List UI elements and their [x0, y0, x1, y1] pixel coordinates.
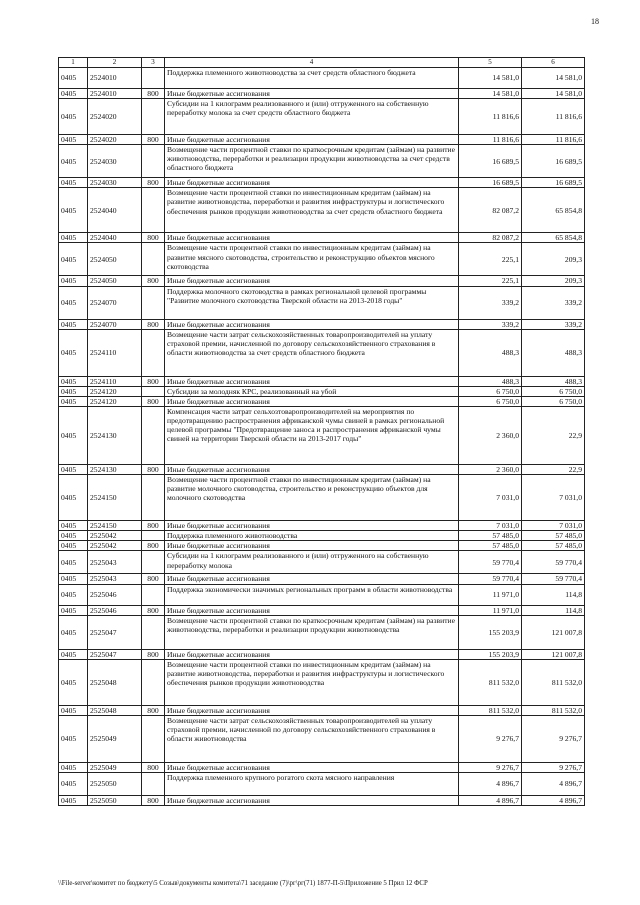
amount-actual-cell: 59 770,4: [522, 551, 585, 574]
expense-type-cell: 800: [142, 541, 165, 551]
amount-plan-cell: 59 770,4: [459, 551, 522, 574]
section-code-cell: 0405: [59, 89, 88, 99]
description-cell: Возмещение части процентной ставки по краткосрочным кредитам (займам) на развитие животноводства, переработки и реализации продукции животноводства: [165, 615, 459, 649]
expense-type-cell: [142, 188, 165, 233]
amount-actual-cell: 6 750,0: [522, 386, 585, 396]
amount-plan-cell: 57 485,0: [459, 531, 522, 541]
table-row: [59, 135, 585, 145]
expense-type-cell: 800: [142, 521, 165, 531]
target-article-cell: 2524040: [88, 233, 142, 243]
description-cell: Иные бюджетные ассигнования: [165, 319, 459, 329]
table-row: [59, 276, 585, 286]
section-code-cell: 0405: [59, 145, 88, 178]
amount-actual-cell: 488,3: [522, 329, 585, 376]
description-cell: Иные бюджетные ассигнования: [165, 605, 459, 615]
expense-type-cell: 800: [142, 319, 165, 329]
amount-actual-cell: 209,3: [522, 243, 585, 276]
expense-type-cell: [142, 584, 165, 605]
amount-actual-cell: 11 816,6: [522, 135, 585, 145]
section-code-cell: 0405: [59, 541, 88, 551]
amount-plan-cell: 155 203,9: [459, 615, 522, 649]
table-row: [59, 795, 585, 805]
section-code-cell: 0405: [59, 233, 88, 243]
description-cell: Иные бюджетные ассигнования: [165, 649, 459, 659]
table-row: [59, 551, 585, 574]
section-code-cell: 0405: [59, 705, 88, 715]
section-code-cell: 0405: [59, 772, 88, 795]
table-row: [59, 386, 585, 396]
amount-actual-cell: 121 007,8: [522, 615, 585, 649]
section-code-cell: 0405: [59, 99, 88, 135]
target-article-cell: 2524050: [88, 276, 142, 286]
amount-actual-cell: 114,8: [522, 584, 585, 605]
table-row: [59, 233, 585, 243]
table-row: [59, 145, 585, 178]
expense-type-cell: 800: [142, 762, 165, 772]
section-code-cell: 0405: [59, 715, 88, 762]
amount-actual-cell: 14 581,0: [522, 89, 585, 99]
expense-type-cell: [142, 715, 165, 762]
amount-actual-cell: 4 896,7: [522, 772, 585, 795]
table-row: [59, 464, 585, 474]
header-cell: 4: [165, 58, 459, 68]
header-cell: 3: [142, 58, 165, 68]
amount-plan-cell: 2 360,0: [459, 464, 522, 474]
table-row: [59, 605, 585, 615]
amount-actual-cell: 57 485,0: [522, 541, 585, 551]
target-article-cell: 2524020: [88, 135, 142, 145]
amount-actual-cell: 6 750,0: [522, 396, 585, 406]
section-code-cell: 0405: [59, 584, 88, 605]
section-code-cell: 0405: [59, 135, 88, 145]
amount-actual-cell: 7 031,0: [522, 475, 585, 521]
target-article-cell: 2525048: [88, 705, 142, 715]
target-article-cell: 2525042: [88, 531, 142, 541]
section-code-cell: 0405: [59, 659, 88, 705]
amount-actual-cell: 114,8: [522, 605, 585, 615]
description-cell: Иные бюджетные ассигнования: [165, 276, 459, 286]
amount-actual-cell: 811 532,0: [522, 705, 585, 715]
target-article-cell: 2524010: [88, 89, 142, 99]
amount-actual-cell: 59 770,4: [522, 574, 585, 584]
target-article-cell: 2524110: [88, 329, 142, 376]
table-row: [59, 329, 585, 376]
expense-type-cell: 800: [142, 705, 165, 715]
expense-type-cell: 800: [142, 464, 165, 474]
description-cell: Иные бюджетные ассигнования: [165, 762, 459, 772]
table-row: [59, 521, 585, 531]
description-cell: Иные бюджетные ассигнования: [165, 541, 459, 551]
table-row: [59, 584, 585, 605]
section-code-cell: 0405: [59, 615, 88, 649]
target-article-cell: 2525042: [88, 541, 142, 551]
expense-type-cell: 800: [142, 178, 165, 188]
amount-actual-cell: 16 689,5: [522, 145, 585, 178]
amount-actual-cell: 339,2: [522, 286, 585, 319]
target-article-cell: 2524130: [88, 406, 142, 464]
target-article-cell: 2525047: [88, 649, 142, 659]
table-row: [59, 705, 585, 715]
target-article-cell: 2524030: [88, 145, 142, 178]
section-code-cell: 0405: [59, 188, 88, 233]
table-body: [59, 58, 585, 806]
file-path-footer: \\File-server\комитет по бюджету\5 Созыв\документы комитета\71 заседание (7)\рг\рг(71) 1877-П-5\Приложение 5 Прил 12 ФСР: [58, 880, 428, 887]
table-row: [59, 188, 585, 233]
amount-plan-cell: 82 087,2: [459, 188, 522, 233]
description-cell: Поддержка племенного животноводства: [165, 531, 459, 541]
budget-table: [58, 57, 585, 806]
amount-actual-cell: 57 485,0: [522, 531, 585, 541]
amount-plan-cell: 7 031,0: [459, 475, 522, 521]
target-article-cell: 2524120: [88, 396, 142, 406]
target-article-cell: 2525049: [88, 715, 142, 762]
target-article-cell: 2524050: [88, 243, 142, 276]
target-article-cell: 2525050: [88, 772, 142, 795]
table-row: [59, 615, 585, 649]
amount-actual-cell: 9 276,7: [522, 762, 585, 772]
expense-type-cell: 800: [142, 649, 165, 659]
table-row: [59, 541, 585, 551]
header-cell: 6: [522, 58, 585, 68]
amount-plan-cell: 488,3: [459, 329, 522, 376]
expense-type-cell: 800: [142, 574, 165, 584]
target-article-cell: 2524130: [88, 464, 142, 474]
expense-type-cell: [142, 243, 165, 276]
header-cell: 5: [459, 58, 522, 68]
table-row: [59, 762, 585, 772]
description-cell: Иные бюджетные ассигнования: [165, 178, 459, 188]
expense-type-cell: 800: [142, 135, 165, 145]
section-code-cell: 0405: [59, 243, 88, 276]
description-cell: Иные бюджетные ассигнования: [165, 705, 459, 715]
section-code-cell: 0405: [59, 406, 88, 464]
description-cell: Возмещение части затрат сельскохозяйственных товаропроизводителей на уплату страховой премии, начисленной по договору сельскохозяйственного страхования в области животноводства: [165, 715, 459, 762]
amount-plan-cell: 14 581,0: [459, 89, 522, 99]
description-cell: Поддержка племенного животноводства за счет средств областного бюджета: [165, 68, 459, 89]
section-code-cell: 0405: [59, 376, 88, 386]
amount-plan-cell: 811 532,0: [459, 705, 522, 715]
target-article-cell: 2524040: [88, 188, 142, 233]
target-article-cell: 2525050: [88, 795, 142, 805]
header-cell: 2: [88, 58, 142, 68]
table-row: [59, 659, 585, 705]
amount-plan-cell: 2 360,0: [459, 406, 522, 464]
amount-actual-cell: 11 816,6: [522, 99, 585, 135]
description-cell: Возмещение части процентной ставки по краткосрочным кредитам (займам) на развитие животноводства, переработки и реализации продукции животноводства за счет средств областного бюджета: [165, 145, 459, 178]
amount-actual-cell: 9 276,7: [522, 715, 585, 762]
page-number: 18: [591, 17, 599, 26]
description-cell: Поддержка молочного скотоводства в рамках региональной целевой программы "Развитие молочного скотоводства Тверской области на 2013-2018 годы": [165, 286, 459, 319]
header-cell: 1: [59, 58, 88, 68]
table-header-row: [59, 58, 585, 68]
section-code-cell: 0405: [59, 551, 88, 574]
description-cell: Иные бюджетные ассигнования: [165, 89, 459, 99]
amount-actual-cell: 22,9: [522, 464, 585, 474]
expense-type-cell: 800: [142, 89, 165, 99]
amount-plan-cell: 4 896,7: [459, 795, 522, 805]
expense-type-cell: 800: [142, 795, 165, 805]
description-cell: Субсидии за молодняк КРС, реализованный на убой: [165, 386, 459, 396]
section-code-cell: 0405: [59, 286, 88, 319]
amount-plan-cell: 339,2: [459, 319, 522, 329]
target-article-cell: 2524150: [88, 521, 142, 531]
amount-plan-cell: 59 770,4: [459, 574, 522, 584]
expense-type-cell: [142, 531, 165, 541]
amount-actual-cell: 121 007,8: [522, 649, 585, 659]
target-article-cell: 2524120: [88, 386, 142, 396]
section-code-cell: 0405: [59, 276, 88, 286]
amount-plan-cell: 155 203,9: [459, 649, 522, 659]
section-code-cell: 0405: [59, 795, 88, 805]
table-row: [59, 406, 585, 464]
target-article-cell: 2525043: [88, 551, 142, 574]
description-cell: Субсидии на 1 килограмм реализованного и (или) отгруженного на собственную переработку молока за счет средств областного бюджета: [165, 99, 459, 135]
description-cell: Компенсация части затрат сельхозтоваропроизводителей на мероприятия по предотвращению распространения африканской чумы свиней в рамках региональной целевой программы "Предотвращение заноса и распространения африканской чумы свиней на территории Тверской области на 2013-2017 годы": [165, 406, 459, 464]
table-row: [59, 574, 585, 584]
amount-plan-cell: 7 031,0: [459, 521, 522, 531]
table-row: [59, 99, 585, 135]
amount-plan-cell: 11 971,0: [459, 584, 522, 605]
target-article-cell: 2524030: [88, 178, 142, 188]
section-code-cell: 0405: [59, 762, 88, 772]
amount-plan-cell: 11 816,6: [459, 99, 522, 135]
target-article-cell: 2525046: [88, 584, 142, 605]
table-row: [59, 772, 585, 795]
section-code-cell: 0405: [59, 329, 88, 376]
amount-plan-cell: 16 689,5: [459, 178, 522, 188]
target-article-cell: 2525043: [88, 574, 142, 584]
section-code-cell: 0405: [59, 68, 88, 89]
expense-type-cell: [142, 386, 165, 396]
section-code-cell: 0405: [59, 649, 88, 659]
amount-actual-cell: 65 854,8: [522, 188, 585, 233]
description-cell: Поддержка племенного крупного рогатого скота мясного направления: [165, 772, 459, 795]
table-row: [59, 376, 585, 386]
table-row: [59, 319, 585, 329]
section-code-cell: 0405: [59, 521, 88, 531]
section-code-cell: 0405: [59, 605, 88, 615]
amount-plan-cell: 6 750,0: [459, 386, 522, 396]
amount-plan-cell: 339,2: [459, 286, 522, 319]
amount-actual-cell: 811 532,0: [522, 659, 585, 705]
expense-type-cell: [142, 615, 165, 649]
table-row: [59, 68, 585, 89]
amount-actual-cell: 22,9: [522, 406, 585, 464]
expense-type-cell: [142, 772, 165, 795]
amount-plan-cell: 14 581,0: [459, 68, 522, 89]
amount-plan-cell: 225,1: [459, 243, 522, 276]
table-row: [59, 715, 585, 762]
target-article-cell: 2524020: [88, 99, 142, 135]
expense-type-cell: [142, 329, 165, 376]
amount-plan-cell: 811 532,0: [459, 659, 522, 705]
target-article-cell: 2525048: [88, 659, 142, 705]
table-row: [59, 243, 585, 276]
expense-type-cell: [142, 406, 165, 464]
target-article-cell: 2524150: [88, 475, 142, 521]
section-code-cell: 0405: [59, 574, 88, 584]
expense-type-cell: 800: [142, 276, 165, 286]
description-cell: Иные бюджетные ассигнования: [165, 521, 459, 531]
amount-plan-cell: 225,1: [459, 276, 522, 286]
description-cell: Иные бюджетные ассигнования: [165, 376, 459, 386]
amount-actual-cell: 65 854,8: [522, 233, 585, 243]
expense-type-cell: [142, 551, 165, 574]
table-row: [59, 396, 585, 406]
section-code-cell: 0405: [59, 531, 88, 541]
amount-plan-cell: 6 750,0: [459, 396, 522, 406]
expense-type-cell: [142, 659, 165, 705]
expense-type-cell: 800: [142, 376, 165, 386]
description-cell: Возмещение части затрат сельскохозяйственных товаропроизводителей на уплату страховой премии, начисленной по договору сельскохозяйственного страхования в области животноводства за счет средств областного бюджета: [165, 329, 459, 376]
target-article-cell: 2525049: [88, 762, 142, 772]
description-cell: Иные бюджетные ассигнования: [165, 233, 459, 243]
target-article-cell: 2525047: [88, 615, 142, 649]
amount-plan-cell: 9 276,7: [459, 715, 522, 762]
target-article-cell: 2525046: [88, 605, 142, 615]
target-article-cell: 2524010: [88, 68, 142, 89]
amount-plan-cell: 11 971,0: [459, 605, 522, 615]
description-cell: Поддержка экономически значимых региональных программ в области животноводства: [165, 584, 459, 605]
amount-plan-cell: 57 485,0: [459, 541, 522, 551]
description-cell: Возмещение части процентной ставки по инвестиционным кредитам (займам) на развитие мясного скотоводства, строительство и реконструкцию объектов мясного скотоводства: [165, 243, 459, 276]
description-cell: Иные бюджетные ассигнования: [165, 396, 459, 406]
amount-plan-cell: 4 896,7: [459, 772, 522, 795]
expense-type-cell: [142, 68, 165, 89]
table-row: [59, 89, 585, 99]
section-code-cell: 0405: [59, 396, 88, 406]
expense-type-cell: [142, 475, 165, 521]
amount-actual-cell: 14 581,0: [522, 68, 585, 89]
amount-actual-cell: 209,3: [522, 276, 585, 286]
table-row: [59, 475, 585, 521]
section-code-cell: 0405: [59, 319, 88, 329]
description-cell: Возмещение части процентной ставки по инвестиционным кредитам (займам) на развитие животноводства, переработки и развития инфраструктуры и логистического обеспечения рынков продукции животноводства за счет средств областного бюджета: [165, 188, 459, 233]
target-article-cell: 2524070: [88, 319, 142, 329]
amount-plan-cell: 488,3: [459, 376, 522, 386]
table-row: [59, 531, 585, 541]
expense-type-cell: 800: [142, 605, 165, 615]
description-cell: Иные бюджетные ассигнования: [165, 135, 459, 145]
expense-type-cell: 800: [142, 233, 165, 243]
amount-plan-cell: 9 276,7: [459, 762, 522, 772]
description-cell: Иные бюджетные ассигнования: [165, 574, 459, 584]
amount-actual-cell: 16 689,5: [522, 178, 585, 188]
expense-type-cell: [142, 286, 165, 319]
description-cell: Возмещение части процентной ставки по инвестиционным кредитам (займам) на развитие животноводства, переработки и развития инфраструктуры и логистического обеспечения рынков продукции животноводства: [165, 659, 459, 705]
section-code-cell: 0405: [59, 464, 88, 474]
description-cell: Иные бюджетные ассигнования: [165, 464, 459, 474]
section-code-cell: 0405: [59, 386, 88, 396]
table-row: [59, 649, 585, 659]
table-row: [59, 286, 585, 319]
amount-actual-cell: 488,3: [522, 376, 585, 386]
amount-actual-cell: 7 031,0: [522, 521, 585, 531]
target-article-cell: 2524110: [88, 376, 142, 386]
description-cell: Возмещение части процентной ставки по инвестиционным кредитам (займам) на развитие молочного скотоводства, строительство и реконструкцию объектов для молочного скотоводства: [165, 475, 459, 521]
description-cell: Субсидии на 1 килограмм реализованного и (или) отгруженного на собственную переработку молока: [165, 551, 459, 574]
amount-plan-cell: 16 689,5: [459, 145, 522, 178]
table-row: [59, 178, 585, 188]
section-code-cell: 0405: [59, 178, 88, 188]
expense-type-cell: [142, 145, 165, 178]
target-article-cell: 2524070: [88, 286, 142, 319]
amount-actual-cell: 339,2: [522, 319, 585, 329]
expense-type-cell: 800: [142, 396, 165, 406]
amount-plan-cell: 11 816,6: [459, 135, 522, 145]
section-code-cell: 0405: [59, 475, 88, 521]
description-cell: Иные бюджетные ассигнования: [165, 795, 459, 805]
expense-type-cell: [142, 99, 165, 135]
amount-actual-cell: 4 896,7: [522, 795, 585, 805]
amount-plan-cell: 82 087,2: [459, 233, 522, 243]
